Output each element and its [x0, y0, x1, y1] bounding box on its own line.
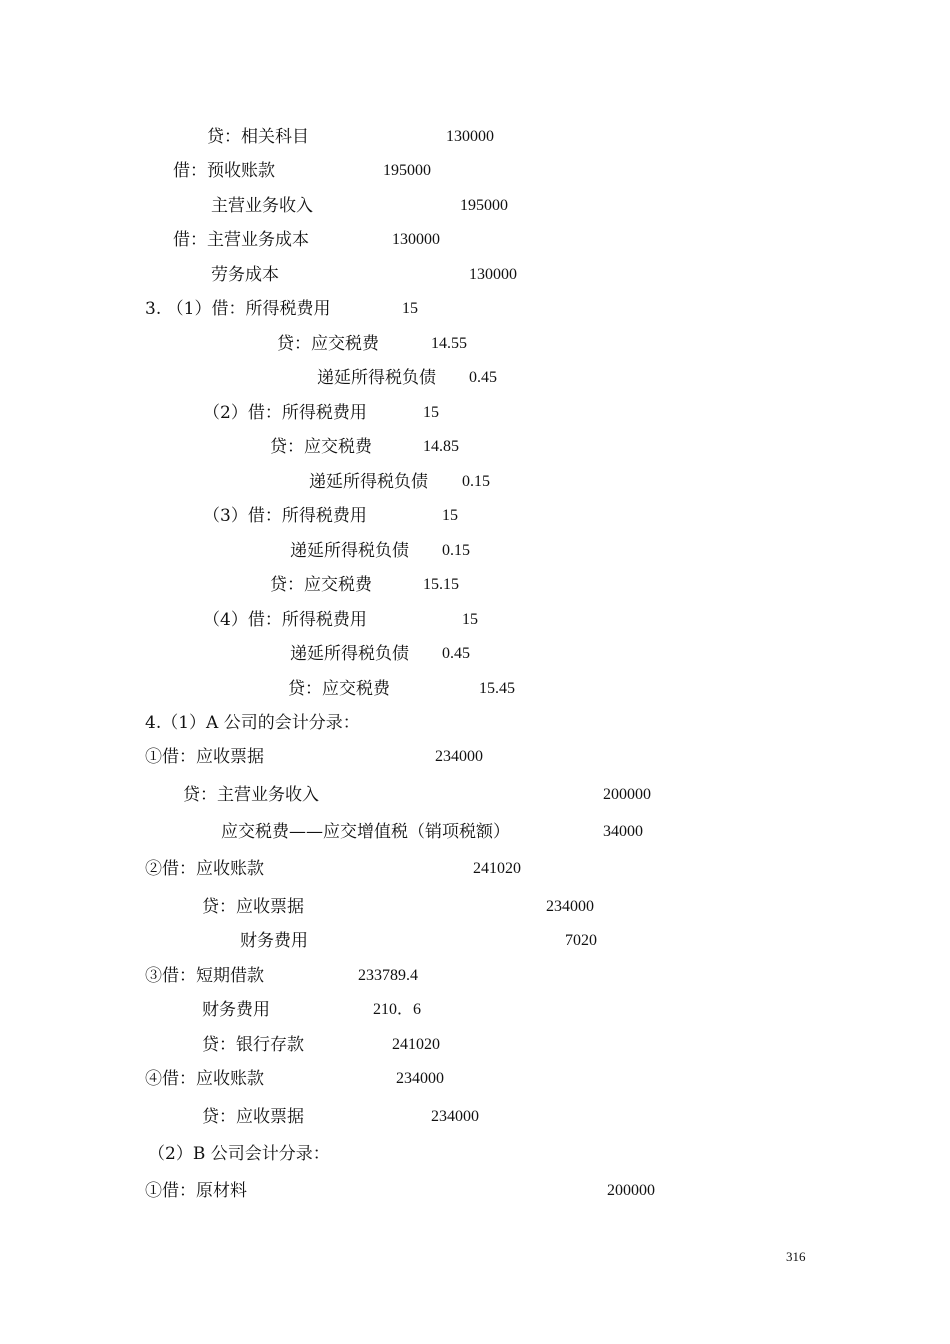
entry-amount: 200000: [603, 786, 651, 803]
entry-label: 劳务成本: [211, 265, 279, 285]
entry-label: 递延所得税负债: [317, 368, 436, 388]
section-heading: （2）B 公司会计分录：: [148, 1144, 330, 1164]
entry-amount: 0.15: [462, 473, 490, 490]
entry-label: ③借：短期借款: [145, 966, 264, 986]
entry-label: ④借：应收账款: [145, 1069, 264, 1089]
entry-label: 借：主营业务成本: [173, 230, 309, 250]
entry-amount: 195000: [460, 197, 508, 214]
entry-amount: 15: [462, 611, 478, 628]
entry-label: 贷：主营业务收入: [183, 785, 319, 805]
entry-amount: 15.45: [479, 680, 515, 697]
entry-amount: 233789.4: [358, 967, 418, 984]
entry-label: 贷：应交税费: [277, 334, 379, 354]
entry-label: 贷：应收票据: [202, 1107, 304, 1127]
entry-label: ①借：应收票据: [145, 747, 264, 767]
entry-label: ①借：原材料: [145, 1181, 247, 1201]
section-heading: 4.（1）A 公司的会计分录：: [145, 713, 360, 733]
entry-label: 财务费用: [240, 931, 308, 951]
entry-amount: 0.45: [469, 369, 497, 386]
entry-amount: 14.85: [423, 438, 459, 455]
entry-amount: 15: [442, 507, 458, 524]
entry-amount: 15.15: [423, 576, 459, 593]
entry-amount: 234000: [396, 1070, 444, 1087]
entry-label: 主营业务收入: [211, 196, 313, 216]
entry-label: （3）借：所得税费用: [203, 506, 367, 526]
entry-label: 贷：银行存款: [202, 1035, 304, 1055]
entry-label: 递延所得税负债: [309, 472, 428, 492]
entry-label: 财务费用: [202, 1000, 270, 1020]
entry-label: 递延所得税负债: [290, 541, 409, 561]
entry-amount: 241020: [392, 1036, 440, 1053]
entry-label: 贷：应交税费: [270, 575, 372, 595]
entry-label: 贷：应交税费: [270, 437, 372, 457]
entry-amount: 0.45: [442, 645, 470, 662]
entry-label: 贷：应收票据: [202, 897, 304, 917]
entry-amount: 210．6: [373, 1001, 422, 1018]
entry-amount: 34000: [603, 823, 643, 840]
entry-label: 贷：应交税费: [288, 679, 390, 699]
entry-label: 3. （1）借：所得税费用: [145, 299, 331, 319]
entry-label: 递延所得税负债: [290, 644, 409, 664]
entry-amount: 7020: [565, 932, 597, 949]
entry-label: （2）借：所得税费用: [203, 403, 367, 423]
entry-amount: 130000: [469, 266, 517, 283]
entry-label: 应交税费——应交增值税（销项税额）: [221, 822, 510, 842]
entry-amount: 234000: [546, 898, 594, 915]
entry-amount: 234000: [431, 1108, 479, 1125]
entry-amount: 14.55: [431, 335, 467, 352]
entry-amount: 15: [402, 300, 418, 317]
entry-amount: 234000: [435, 748, 483, 765]
entry-label: ②借：应收账款: [145, 859, 264, 879]
entry-amount: 130000: [446, 128, 494, 145]
entry-amount: 0.15: [442, 542, 470, 559]
entry-amount: 15: [423, 404, 439, 421]
entry-label: （4）借：所得税费用: [203, 610, 367, 630]
entry-amount: 195000: [383, 162, 431, 179]
entry-label: 贷：相关科目: [207, 127, 309, 147]
entry-amount: 241020: [473, 860, 521, 877]
entry-label: 借：预收账款: [173, 161, 275, 181]
page-number: 316: [786, 1249, 806, 1264]
entry-amount: 130000: [392, 231, 440, 248]
entry-amount: 200000: [607, 1182, 655, 1199]
